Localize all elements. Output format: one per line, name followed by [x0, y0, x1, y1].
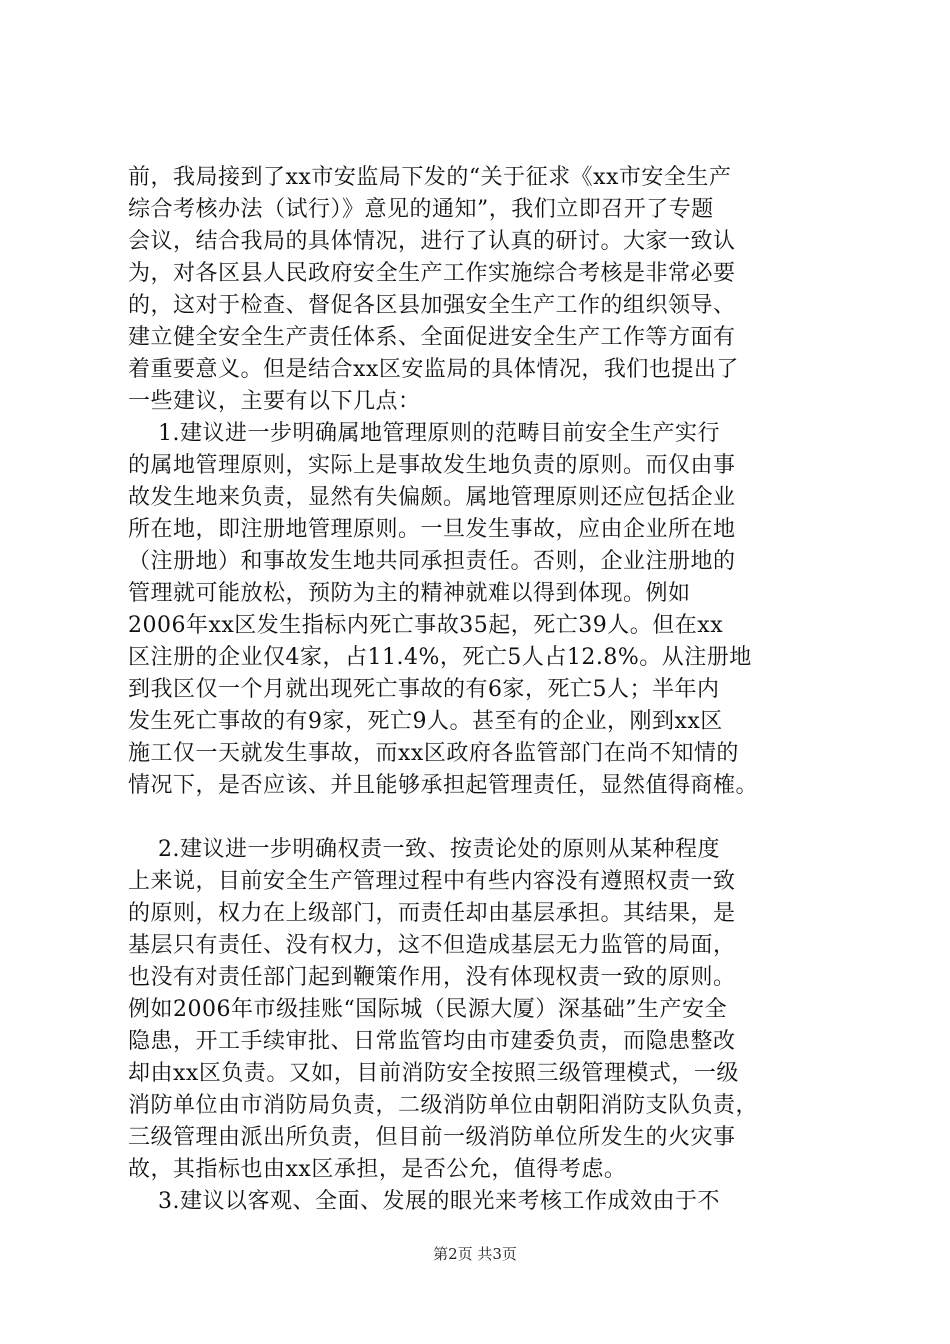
text-line: 区注册的企业仅4家，占11.4%，死亡5人占12.8%。从注册地 — [128, 645, 752, 670]
text-line: 隐患，开工手续审批、日常监管均由市建委负责，而隐患整改 — [128, 1029, 736, 1054]
text-line: 3.建议以客观、全面、发展的眼光来考核工作成效由于不 — [128, 1189, 720, 1214]
text-line: （注册地）和事故发生地共同承担责任。否则，企业注册地的 — [128, 549, 736, 574]
document-body — [128, 162, 828, 1218]
text-line: 到我区仅一个月就出现死亡事故的有6家，死亡5人；半年内 — [128, 677, 720, 702]
text-line: 着重要意义。但是结合xx区安监局的具体情况，我们也提出了 — [128, 357, 739, 382]
text-line: 例如2006年市级挂账“国际城（民源大厦）深基础”生产安全 — [128, 997, 727, 1022]
text-line: 情况下，是否应该、并且能够承担起管理责任，显然值得商榷。 — [128, 773, 759, 798]
text-line: 2006年xx区发生指标内死亡事故35起，死亡39人。但在xx — [128, 613, 724, 638]
text-line: 基层只有责任、没有权力，这不但造成基层无力监管的局面， — [128, 933, 736, 958]
text-line: 故，其指标也由xx区承担，是否公允，值得考虑。 — [128, 1157, 627, 1182]
text-line: 为，对各区县人民政府安全生产工作实施综合考核是非常必要 — [128, 261, 736, 286]
text-line: 施工仅一天就发生事故，而xx区政府各监管部门在尚不知情的 — [128, 741, 739, 766]
page-footer: 第2页 共3页 — [433, 1245, 517, 1263]
text-line: 综合考核办法（试行）》意见的通知”，我们立即召开了专题 — [128, 197, 714, 222]
text-line: 的属地管理原则，实际上是事故发生地负责的原则。而仅由事 — [128, 453, 736, 478]
text-line: 三级管理由派出所负责，但目前一级消防单位所发生的火灾事 — [128, 1125, 736, 1150]
text-line: 故发生地来负责，显然有失偏颇。属地管理原则还应包括企业 — [128, 485, 736, 510]
text-line: 管理就可能放松，预防为主的精神就难以得到体现。例如 — [128, 581, 691, 606]
text-line: 上来说，目前安全生产管理过程中有些内容没有遵照权责一致 — [128, 869, 736, 894]
text-line: 的原则，权力在上级部门，而责任却由基层承担。其结果，是 — [128, 901, 736, 926]
paragraph-gap — [128, 802, 828, 834]
text-line: 所在地，即注册地管理原则。一旦发生事故，应由企业所在地 — [128, 517, 736, 542]
text-line: 建立健全安全生产责任体系、全面促进安全生产工作等方面有 — [128, 325, 736, 350]
text-line: 也没有对责任部门起到鞭策作用，没有体现权责一致的原则。 — [128, 965, 736, 990]
text-line: 却由xx区负责。又如，目前消防安全按照三级管理模式，一级 — [128, 1061, 739, 1086]
text-line: 会议，结合我局的具体情况，进行了认真的研讨。大家一致认 — [128, 229, 736, 254]
text-line: 2.建议进一步明确权责一致、按责论处的原则从某种程度 — [128, 837, 720, 862]
text-line: 一些建议，主要有以下几点： — [128, 389, 421, 414]
text-line: 发生死亡事故的有9家，死亡9人。甚至有的企业，刚到xx区 — [128, 709, 723, 734]
text-line: 前，我局接到了xx市安监局下发的“关于征求《xx市安全生产 — [128, 165, 732, 190]
text-line: 的，这对于检查、督促各区县加强安全生产工作的组织领导、 — [128, 293, 736, 318]
text-line: 消防单位由市消防局负责，二级消防单位由朝阳消防支队负责， — [128, 1093, 759, 1118]
text-line: 1.建议进一步明确属地管理原则的范畴目前安全生产实行 — [128, 421, 720, 446]
